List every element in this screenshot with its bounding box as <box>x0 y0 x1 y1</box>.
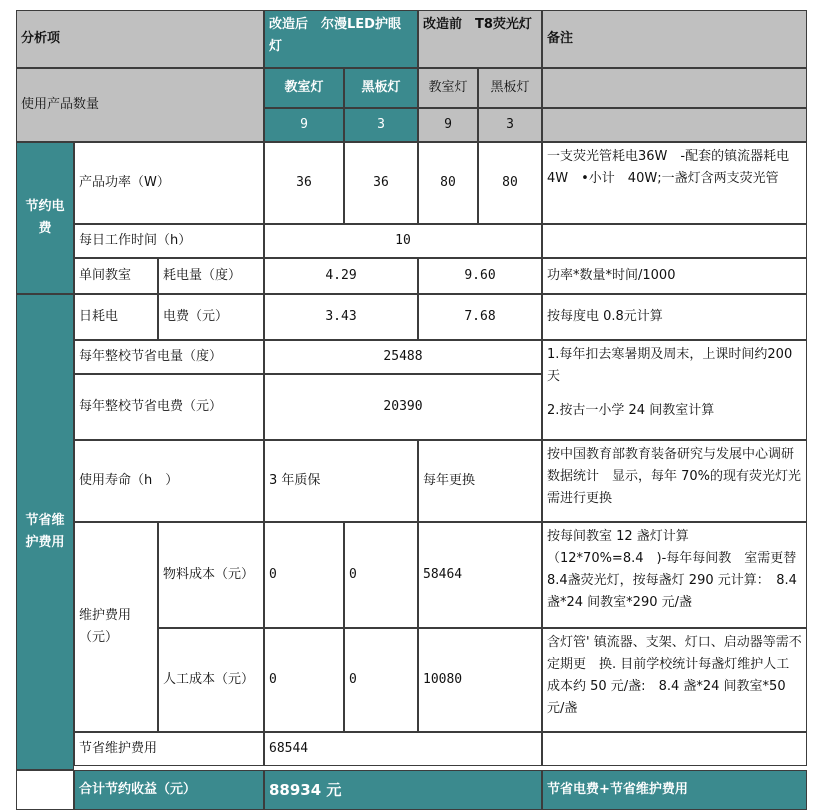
power-label: 产品功率（W） <box>74 142 264 224</box>
material-note-text: 按每间教室 12 盏灯计算（12*70%=8.4 )-每年每间教 室需更替 8.4盏荧光灯，按每盏灯 290 元计算： 8.4 盏*24 间教室*290 元/盏 <box>547 529 797 610</box>
after-classroom-lamp-header: 教室灯 <box>264 68 344 108</box>
labor-before: 10080 <box>418 628 542 732</box>
material-after-blackboard: 0 <box>344 522 418 628</box>
consumption-note: 功率*数量*时间/1000 <box>542 258 807 294</box>
header-after-retrofit <box>264 10 418 68</box>
daily-consumption-label: 日耗电 <box>74 294 158 340</box>
maintenance-cost-label <box>74 522 158 732</box>
power-after-blackboard: 36 <box>344 142 418 224</box>
power-after-classroom: 36 <box>264 142 344 224</box>
annual-note-spacer <box>547 388 802 400</box>
maintenance-cost-text: 维护费用 （元） <box>79 608 145 645</box>
cost-note: 按每度电 0.8元计算 <box>542 294 807 340</box>
annual-note <box>542 340 807 440</box>
material-note <box>542 522 807 628</box>
saved-maintenance-note <box>542 732 807 766</box>
before-classroom-qty: 9 <box>418 108 478 142</box>
annual-note-line-1: 1.每年扣去寒暑期及周末，上课时间约200 天 <box>547 347 793 384</box>
lifespan-note-text: 按中国教育部教育装备研究与发展中心调研数据统计 显示，每年 70%的现有荧光灯光需进行更换 <box>547 447 802 506</box>
labor-cost-label: 人工成本（元） <box>158 628 264 732</box>
annual-kwh-value: 25488 <box>264 340 542 374</box>
header-analysis-item: 分析项 <box>16 10 264 68</box>
material-after-classroom: 0 <box>264 522 344 628</box>
lifespan-before: 每年更换 <box>418 440 542 522</box>
annual-cost-label: 每年整校节省电费（元） <box>74 374 264 440</box>
total-savings-value: 88934 元 <box>264 770 542 810</box>
header-before-retrofit <box>418 10 542 68</box>
annual-note-line-2: 2.按古一小学 24 间教室计算 <box>547 403 715 418</box>
usage-quantity-label: 使用产品数量 <box>16 68 264 142</box>
after-blackboard-qty: 3 <box>344 108 418 142</box>
saved-maintenance-value: 68544 <box>264 732 542 766</box>
lifespan-label: 使用寿命（h ） <box>74 440 264 522</box>
header-notes: 备注 <box>542 10 807 68</box>
power-note <box>542 142 807 224</box>
power-note-text: 一支荧光管耗电36W -配套的镇流器耗电4W •小计 40W;一盏灯含两支荧光管 <box>547 149 790 186</box>
cost-label: 电费（元） <box>158 294 264 340</box>
annual-cost-value: 20390 <box>264 374 542 440</box>
single-classroom-label: 单间教室 <box>74 258 158 294</box>
header-before-text: 改造前 T8荧光灯 <box>423 17 532 32</box>
header-after-text: 改造后 尔漫LED护眼灯 <box>269 17 401 54</box>
total-left-blank <box>16 770 74 810</box>
labor-after-classroom: 0 <box>264 628 344 732</box>
annual-note-block <box>547 344 802 422</box>
total-savings-label: 合计节约收益（元） <box>74 770 264 810</box>
section-electricity-text: 节约电费 <box>25 199 65 236</box>
after-classroom-qty: 9 <box>264 108 344 142</box>
daily-hours-note <box>542 224 807 258</box>
usage-note-top <box>542 68 807 108</box>
material-cost-label: 物料成本（元） <box>158 522 264 628</box>
power-before-blackboard: 80 <box>478 142 542 224</box>
labor-note-text: 含灯管' 镇流器、支架、灯口、启动器等需不定期更 换. 目前学校统计每盏灯维护人工成本约 50 元/盏: 8.4 盏*24 间教室*50 元/盏 <box>547 635 802 716</box>
lifespan-after: 3 年质保 <box>264 440 418 522</box>
usage-note-bottom <box>542 108 807 142</box>
section-electricity-savings <box>16 142 74 294</box>
before-classroom-lamp-header: 教室灯 <box>418 68 478 108</box>
cost-after: 3.43 <box>264 294 418 340</box>
before-blackboard-lamp-header: 黑板灯 <box>478 68 542 108</box>
annual-kwh-label: 每年整校节省电量（度） <box>74 340 264 374</box>
before-blackboard-qty: 3 <box>478 108 542 142</box>
saved-maintenance-label: 节省维护费用 <box>74 732 264 766</box>
power-before-classroom: 80 <box>418 142 478 224</box>
total-savings-note: 节省电费+节省维护费用 <box>542 770 807 810</box>
daily-hours-value: 10 <box>264 224 542 258</box>
consumption-label: 耗电量（度） <box>158 258 264 294</box>
after-blackboard-lamp-header: 黑板灯 <box>344 68 418 108</box>
daily-hours-label: 每日工作时间（h） <box>74 224 264 258</box>
lifespan-note <box>542 440 807 522</box>
labor-note <box>542 628 807 732</box>
consumption-before: 9.60 <box>418 258 542 294</box>
consumption-after: 4.29 <box>264 258 418 294</box>
cost-before: 7.68 <box>418 294 542 340</box>
labor-after-blackboard: 0 <box>344 628 418 732</box>
section-maintenance-savings <box>16 294 74 770</box>
material-before: 58464 <box>418 522 542 628</box>
section-maintenance-text: 节省维护费用 <box>25 513 65 550</box>
